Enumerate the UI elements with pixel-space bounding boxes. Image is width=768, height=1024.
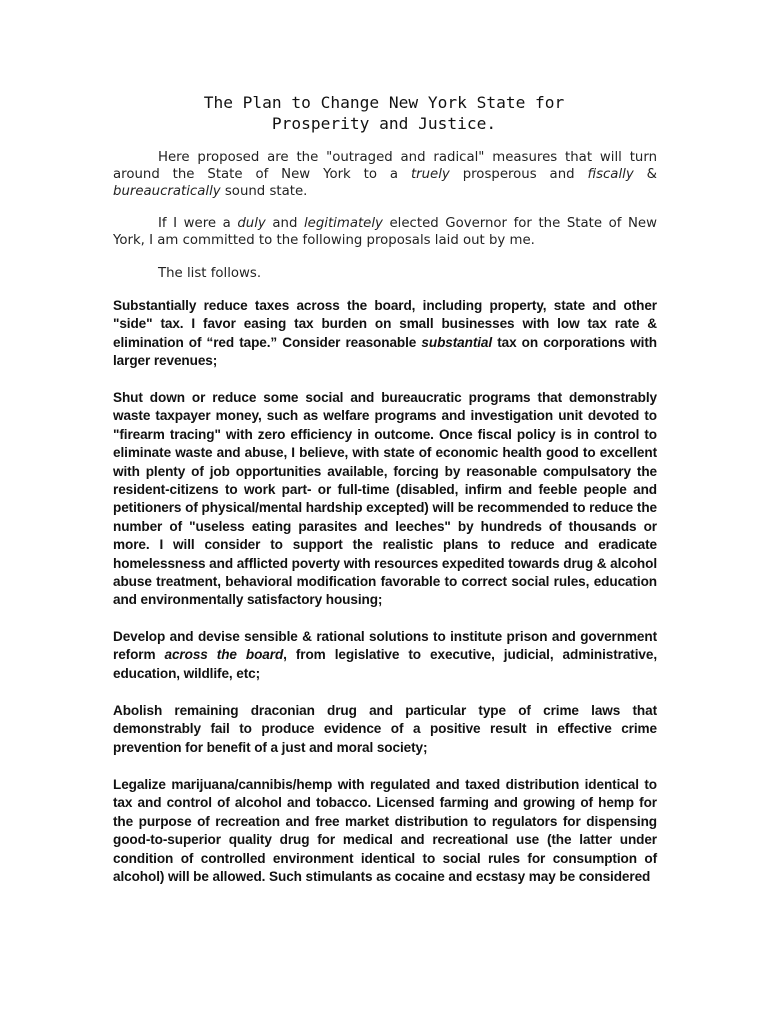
proposal-taxes: Substantially reduce taxes across the board, including property, state and other "side" tax. I favor easing tax burden on small businesses with low tax rate & elimination of “red tape.” Consider reasonable substantial tax on corporations with larger revenues; bbox=[113, 298, 657, 369]
document-title bbox=[100, 92, 668, 134]
intro-paragraph-2: If I were a duly and legitimately elected Governor for the State of New York, I am committed to the following proposals laid out by me. bbox=[113, 216, 657, 249]
title-line-1: The Plan to Change New York State for bbox=[203, 93, 565, 112]
intro-paragraph-1: Here proposed are the "outraged and radical" measures that will turn around the State of New York to a truely prosperous and fiscally & bureaucratically sound state. bbox=[113, 150, 657, 200]
title-line-2: Prosperity and Justice. bbox=[271, 114, 497, 133]
proposal-reform: Develop and devise sensible & rational solutions to institute prison and government reform across the board, from legislative to executive, judicial, administrative, education, wildlife, etc; bbox=[113, 629, 657, 681]
proposal-drug-laws: Abolish remaining draconian drug and particular type of crime laws that demonstrably fail to produce evidence of a positive result in effective crime prevention for benefit of a just and moral society; bbox=[113, 703, 657, 755]
proposal-social-programs: Shut down or reduce some social and bureaucratic programs that demonstrably waste taxpayer money, such as welfare programs and investigation unit devoted to "firearm tracing" with zero efficiency in outcome. Once fiscal policy is in control to eliminate waste and abuse, I believe, with state of economic health good to excellent with plenty of job opportunities available, forcing by reasonable compulsatory the resident-citizens to work part- or full-time (disabled, infirm and feeble people and petitioners of physical/mental hardship excepted) will be recommended to reduce the number of "useless eating parasites and leeches" by hundreds of thousands or more. I will consider to support the realistic plans to reduce and eradicate homelessness and afflicted poverty with resources expedited towards drug & alcohol abuse treatment, behavioral modification favorable to correct social rules, education and environmentally satisfactory housing; bbox=[113, 390, 658, 608]
proposal-legalize-marijuana: Legalize marijuana/cannibis/hemp with regulated and taxed distribution identical to tax and control of alcohol and tobacco. Licensed farming and growing of hemp for the purpose of recreation and free market distribution to regulators for dispensing good-to-superior quality drug for medical and recreational use (the latter under condition of controlled environment identical to social rules for consumption of alcohol) will be allowed. Such stimulants as cocaine and ecstasy may be considered bbox=[113, 777, 657, 885]
intro-paragraph-3: The list follows. bbox=[158, 266, 262, 281]
